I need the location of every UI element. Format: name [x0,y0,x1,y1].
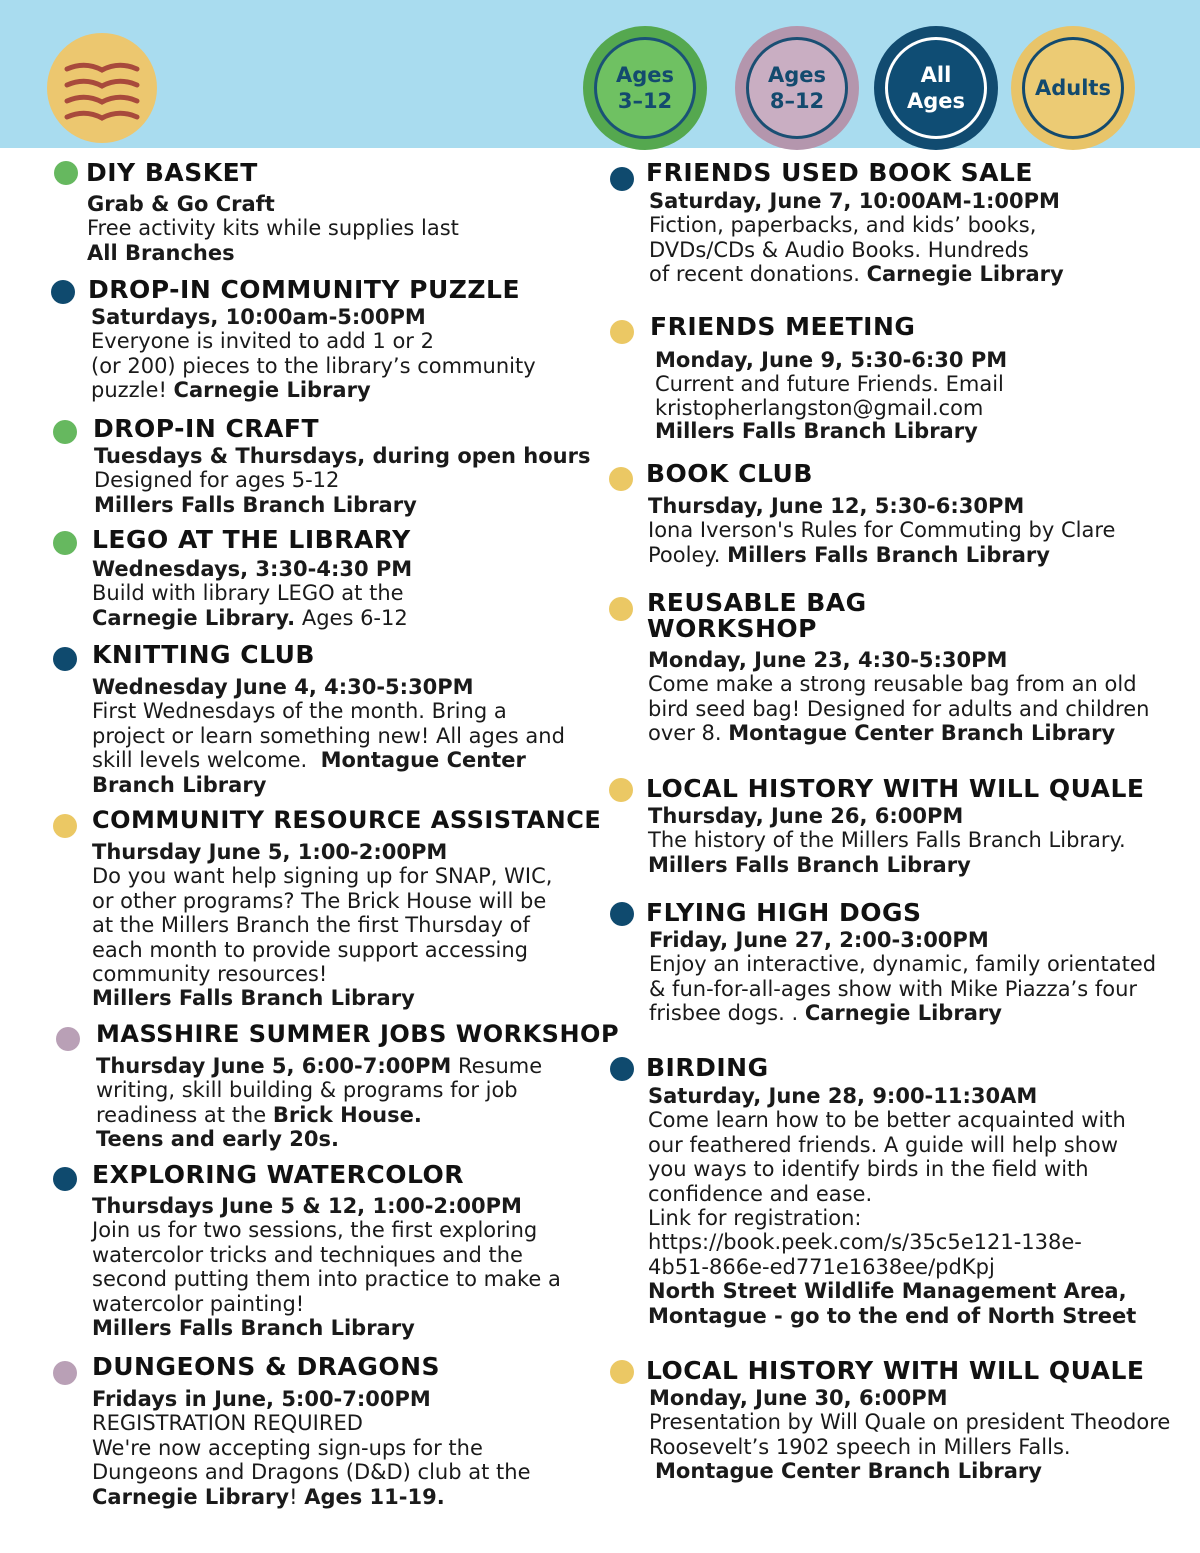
registration-link[interactable]: 4b51-866e-ed771e1638ee/pdKpj [648,1254,995,1279]
badge-line: All [920,63,952,87]
event-time: Monday, June 30, 6:00PM [649,1386,948,1410]
event-detail: DVDs/CDs & Audio Books. Hundreds [649,237,1029,262]
event-detail: Resume [457,1054,543,1078]
badge-line: Ages [767,63,827,87]
event-detail: (or 200) pieces to the library’s community [91,353,536,378]
event-detail: readiness at the [96,1102,267,1127]
ages-3-12-dot-icon [53,420,77,444]
event-detail: at the Millers Branch the first Thursday of [92,913,530,938]
adults-dot-icon [53,814,77,838]
ages-8-12-dot-icon [56,1027,80,1051]
event-detail: Everyone is invited to add 1 or 2 [91,329,434,354]
event-location: North Street Wildlife Management Area, [648,1279,1127,1304]
event-detail: second putting them into practice to make a [92,1267,561,1292]
event-detail: frisbee dogs. . [649,1001,799,1026]
event-detail: or other programs? The Brick House will be [92,888,547,913]
badge-line: 8–12 [769,89,825,113]
event-detail: Enjoy an interactive, dynamic, family orientated [649,952,1157,977]
all-ages-dot-icon [610,1057,634,1081]
event-detail: Ages 6-12 [301,605,408,630]
event-title: FLYING HIGH DOGS [646,898,922,927]
all-ages-dot-icon [610,167,634,191]
event-audience: Teens and early 20s. [96,1127,339,1152]
event-location: Millers Falls Branch Library [92,1316,415,1341]
event-time: Thursday June 5, 6:00-7:00PM [96,1054,452,1078]
event-detail: project or learn something new! All ages and [92,723,565,748]
event-title: DROP-IN COMMUNITY PUZZLE [88,275,521,304]
all-ages-dot-icon [53,1167,77,1191]
event-location: Montague Center Branch Library [655,1459,1042,1484]
event-audience: Ages 11-19. [304,1484,445,1509]
event-location: Montague Center [320,748,526,773]
event-detail: Iona Iverson's Rules for Commuting by Clare [648,518,1116,543]
event-title: COMMUNITY RESOURCE ASSISTANCE [92,806,602,834]
event-detail: watercolor painting! [92,1291,305,1316]
event-location: Carnegie Library [92,1484,290,1509]
event-time: Wednesdays, 3:30-4:30 PM [92,557,413,581]
event-time: Saturday, June 28, 9:00-11:30AM [648,1084,1038,1108]
event-location: Brick House. [272,1102,422,1127]
event-detail: Pooley. [648,542,721,567]
all-ages-dot-icon [51,280,75,304]
event-title: DROP-IN CRAFT [93,414,320,443]
all-ages-dot-icon [53,647,77,671]
event-title: BIRDING [646,1053,769,1082]
event-location: Carnegie Library [804,1001,1002,1026]
event-detail: Link for registration: [648,1206,862,1231]
ages-3-12-dot-icon [53,531,77,555]
badge-ages-8-12 [735,26,859,150]
ages-3-12-dot-icon [54,161,78,185]
event-detail: bird seed bag! Designed for adults and children [648,696,1150,721]
badge-adults [1011,26,1135,150]
event-title: FRIENDS USED BOOK SALE [646,158,1033,187]
event-time: Thursdays June 5 & 12, 1:00-2:00PM [92,1194,522,1218]
event-detail: We're now accepting sign-ups for the [92,1435,483,1460]
event-detail: community resources! [92,962,328,987]
event-detail: ! [289,1484,298,1509]
event-time: Saturday, June 7, 10:00AM-1:00PM [649,189,1060,213]
event-detail: puzzle! [91,378,167,403]
event-detail: Join us for two sessions, the first exploring [92,1218,538,1243]
event-detail: confidence and ease. [648,1181,873,1206]
header-band [0,0,1200,148]
event-detail: Build with library LEGO at the [92,581,404,606]
event-detail: writing, skill building & programs for job [96,1078,518,1103]
event-time: Tuesdays & Thursdays, during open hours [94,444,591,468]
badge-line: Ages [615,63,675,87]
event-email: kristopherlangston@gmail.com [655,395,984,420]
event-title: KNITTING CLUB [92,640,315,669]
event-location: Millers Falls Branch Library [648,852,971,877]
event-detail: Do you want help signing up for SNAP, WIC, [92,864,553,889]
event-detail: each month to provide support accessing [92,937,528,962]
adults-dot-icon [609,597,633,621]
event-detail: Current and future Friends. Email [655,372,1004,397]
event-detail: Dungeons and Dragons (D&D) club at the [92,1460,531,1485]
event-detail: REGISTRATION REQUIRED [92,1411,363,1436]
event-detail: you ways to identify birds in the field with [648,1157,1089,1182]
event-detail: The history of the Millers Falls Branch Library. [648,828,1126,853]
event-detail: First Wednesdays of the month. Bring a [92,699,507,724]
event-title: LOCAL HISTORY WITH WILL QUALE [646,774,1145,803]
badge-all-ages [874,26,998,150]
event-location: Branch Library [92,772,267,797]
event-location: Montague - go to the end of North Street [648,1303,1137,1328]
event-title: REUSABLE BAG [647,588,867,617]
event-time: Fridays in June, 5:00-7:00PM [92,1387,431,1411]
event-title: MASSHIRE SUMMER JOBS WORKSHOP [96,1020,620,1048]
event-location: Carnegie Library [866,262,1064,287]
event-detail: watercolor tricks and techniques and the [92,1242,523,1267]
event-time: Friday, June 27, 2:00-3:00PM [649,928,989,952]
event-title: WORKSHOP [647,614,817,643]
event-location: All Branches [87,240,235,265]
event-time: Thursday, June 12, 5:30-6:30PM [648,494,1025,518]
event-time: Thursday, June 26, 6:00PM [648,804,964,828]
event-time: Saturdays, 10:00am-5:00PM [91,305,426,329]
adults-dot-icon [609,778,633,802]
badge-line: Ages [906,89,966,113]
registration-link[interactable]: https://book.peek.com/s/35c5e121-138e- [648,1230,1082,1255]
book-pages-logo-icon [47,33,157,143]
event-detail: of recent donations. [649,262,860,287]
event-location: Millers Falls Branch Library [655,418,978,443]
adults-dot-icon [610,1360,634,1384]
event-time: Monday, June 9, 5:30-6:30 PM [655,348,1008,372]
event-title: LEGO AT THE LIBRARY [92,525,411,554]
event-detail: Grab & Go Craft [87,192,275,216]
event-time: Thursday June 5, 1:00-2:00PM [92,840,448,864]
event-detail: Designed for ages 5-12 [94,468,340,493]
event-detail: Free activity kits while supplies last [87,216,459,241]
event-location: Carnegie Library. [92,605,296,630]
all-ages-dot-icon [610,902,634,926]
event-title: BOOK CLUB [646,459,813,488]
event-location: Millers Falls Branch Library [92,986,415,1011]
event-detail: Come learn how to be better acquainted with [648,1108,1126,1133]
event-title: DIY BASKET [86,158,258,187]
event-detail: Roosevelt’s 1902 speech in Millers Falls. [649,1434,1071,1459]
event-location: Millers Falls Branch Library [94,492,417,517]
event-title: EXPLORING WATERCOLOR [92,1160,465,1189]
event-detail: & fun-for-all-ages show with Mike Piazza’s four [649,976,1138,1001]
event-time: Monday, June 23, 4:30-5:30PM [648,648,1008,672]
event-title: FRIENDS MEETING [650,312,916,341]
event-time: Wednesday June 4, 4:30-5:30PM [92,675,474,699]
event-detail: over 8. [648,721,722,746]
event-detail: skill levels welcome. [92,748,308,773]
badge-line: 3–12 [617,89,673,113]
adults-dot-icon [609,467,633,491]
event-location: Carnegie Library [173,378,371,403]
badge-line: Adults [1035,76,1111,100]
adults-dot-icon [610,320,634,344]
event-location: Montague Center Branch Library [728,721,1116,746]
event-detail: Presentation by Will Quale on president Theodore [649,1410,1171,1435]
event-detail: Come make a strong reusable bag from an old [648,672,1137,697]
event-title: DUNGEONS & DRAGONS [92,1352,441,1381]
event-detail: Fiction, paperbacks, and kids’ books, [649,213,1037,238]
event-title: LOCAL HISTORY WITH WILL QUALE [646,1356,1145,1385]
event-detail: our feathered friends. A guide will help show [648,1132,1119,1157]
ages-8-12-dot-icon [53,1361,77,1385]
event-location: Millers Falls Branch Library [727,542,1050,567]
badge-ages-3-12 [583,26,707,150]
